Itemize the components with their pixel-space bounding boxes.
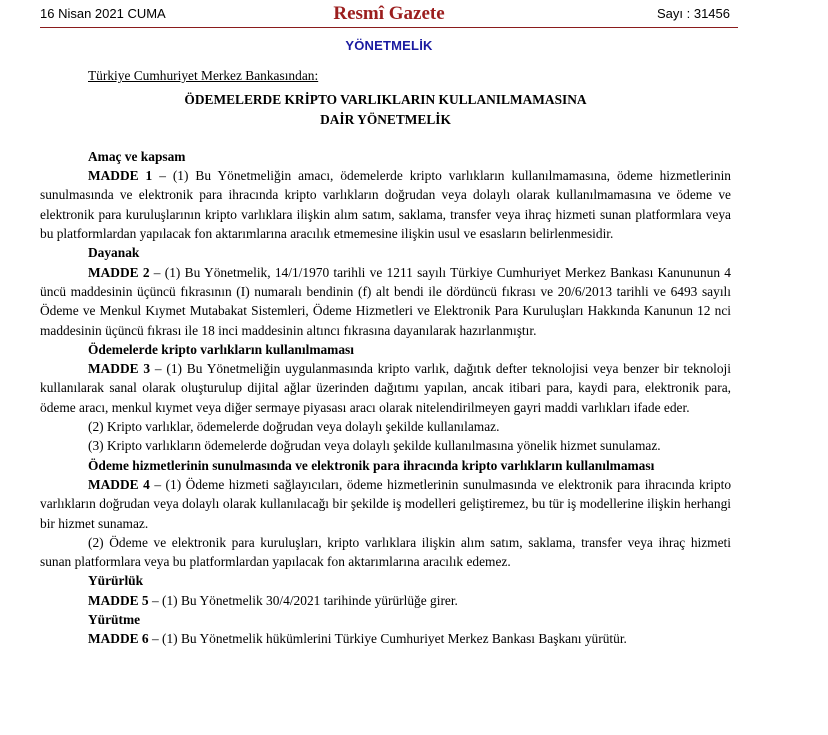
article-text: – (1) Bu Yönetmeliğin amacı, ödemelerde kripto varlıkların kullanılmamasına, ödeme hizmetlerinin sunulmasında ve elektronik para ihracında kripto varlıkların doğrudan veya dolaylı olarak kullanılmamasına ve ödeme ve elektronik para kuruluşlarının kripto varlıklara ilişkin alım satım, saklama, transfer veya ihraç hizmeti sunan platformlara veya bu platformlardan yapılacak fon aktarımlarına aracılık etmemesine ilişkin usul ve esasların belirlenmesidir. bbox=[40, 168, 731, 242]
article-paragraph bbox=[40, 591, 731, 610]
article-paragraph bbox=[40, 263, 731, 340]
article-paragraph bbox=[40, 475, 731, 533]
issue-number: Sayı : 31456 bbox=[657, 6, 730, 21]
article-heading: Amaç ve kapsam bbox=[88, 148, 186, 164]
article-text: – (1) Bu Yönetmeliğin uygulanmasında kripto varlık, dağıtık defter teknolojisi veya benzer bir teknoloji kullanılarak sanal olarak oluşturulup dijital ağlar üzerinden dağıtımı yapılan, ancak itibari para, kaydi para, elektronik para, ödeme aracı, menkul kıymet veya diğer sermaye piyasası aracı olarak nitelendirilmeyen gayri maddi varlıkları ifade eder. bbox=[40, 361, 731, 415]
title-line: DAİR YÖNETMELİK bbox=[320, 111, 451, 127]
article-subparagraph: (3) Kripto varlıkların ödemelerde doğrudan veya dolaylı şekilde kullanılmasına yönelik hizmet sunulamaz. bbox=[88, 438, 661, 454]
publication-date: 16 Nisan 2021 CUMA bbox=[40, 6, 166, 21]
article-label: MADDE 1 bbox=[88, 168, 153, 184]
gazette-title: Resmî Gazete bbox=[333, 3, 445, 24]
article-subparagraph: (2) Ödeme ve elektronik para kuruluşları, kripto varlıklara ilişkin alım satım, saklama, transfer veya ihraç hizmeti sunan platformlara veya bu platformlardan yapılacak fon aktarımlarına aracılık edemez. bbox=[40, 534, 731, 570]
article-paragraph bbox=[40, 166, 731, 243]
article-text: – (1) Ödeme hizmeti sağlayıcıları, ödeme hizmetlerinin sunulmasında ve elektronik para ihracında kripto varlıkların doğrudan veya dolaylı olarak kullanılacağı bir şekilde iş modelleri geliştiremez, bu tür iş modellerine ilişkin herhangi bir hizmet sunamaz. bbox=[40, 476, 732, 531]
article-paragraph bbox=[40, 629, 731, 648]
article-heading: Yürütme bbox=[88, 612, 141, 628]
article-text: – (1) Bu Yönetmelik 30/4/2021 tarihinde yürürlüğe girer. bbox=[148, 592, 458, 608]
article-heading: Yürürlük bbox=[88, 573, 144, 589]
article-heading: Ödemelerde kripto varlıkların kullanılmaması bbox=[88, 341, 354, 357]
article-label: MADDE 2 bbox=[88, 264, 150, 280]
article-subparagraph: (2) Kripto varlıklar, ödemelerde doğrudan veya dolaylı şekilde kullanılamaz. bbox=[88, 419, 500, 435]
section-label: YÖNETMELİK bbox=[345, 38, 433, 53]
article-text: – (1) Bu Yönetmelik hükümlerini Türkiye Cumhuriyet Merkez Bankası Başkanı yürütür. bbox=[148, 631, 627, 647]
article-label: MADDE 5 bbox=[88, 592, 149, 608]
article-label: MADDE 4 bbox=[88, 476, 150, 492]
article-text: – (1) Bu Yönetmelik, 14/1/1970 tarihli ve 1211 sayılı Türkiye Cumhuriyet Merkez Bankası Kanununun 4 üncü maddesinin üçüncü fıkrasının (I) numaralı bendinin (f) alt bendi ile dördüncü fıkrası ve 20/6/2013 tarihli ve 6493 sayılı Ödeme ve Menkul Kıymet Mutabakat Sistemleri, Ödeme Hizmetleri ve Elektronik Para Kuruluşları Hakkında Kanunun 12 nci maddesinin üçüncü fıkrası ile 18 inci maddesinin altıncı fıkrasına dayanılarak hazırlanmıştır. bbox=[40, 264, 731, 338]
issuing-institution: Türkiye Cumhuriyet Merkez Bankasından: bbox=[88, 68, 319, 83]
article-label: MADDE 6 bbox=[88, 631, 149, 647]
article-heading: Dayanak bbox=[88, 245, 140, 261]
gazette-header bbox=[40, 0, 738, 28]
article-label: MADDE 3 bbox=[88, 361, 151, 377]
title-line: ÖDEMELERDE KRİPTO VARLIKLARIN KULLANILMAMASINA bbox=[184, 92, 587, 108]
article-heading: Ödeme hizmetlerinin sunulmasında ve elektronik para ihracında kripto varlıkların kullanılmaması bbox=[88, 457, 655, 473]
regulation-title bbox=[40, 90, 731, 129]
article-paragraph bbox=[40, 359, 731, 417]
regulation-document bbox=[40, 66, 731, 649]
